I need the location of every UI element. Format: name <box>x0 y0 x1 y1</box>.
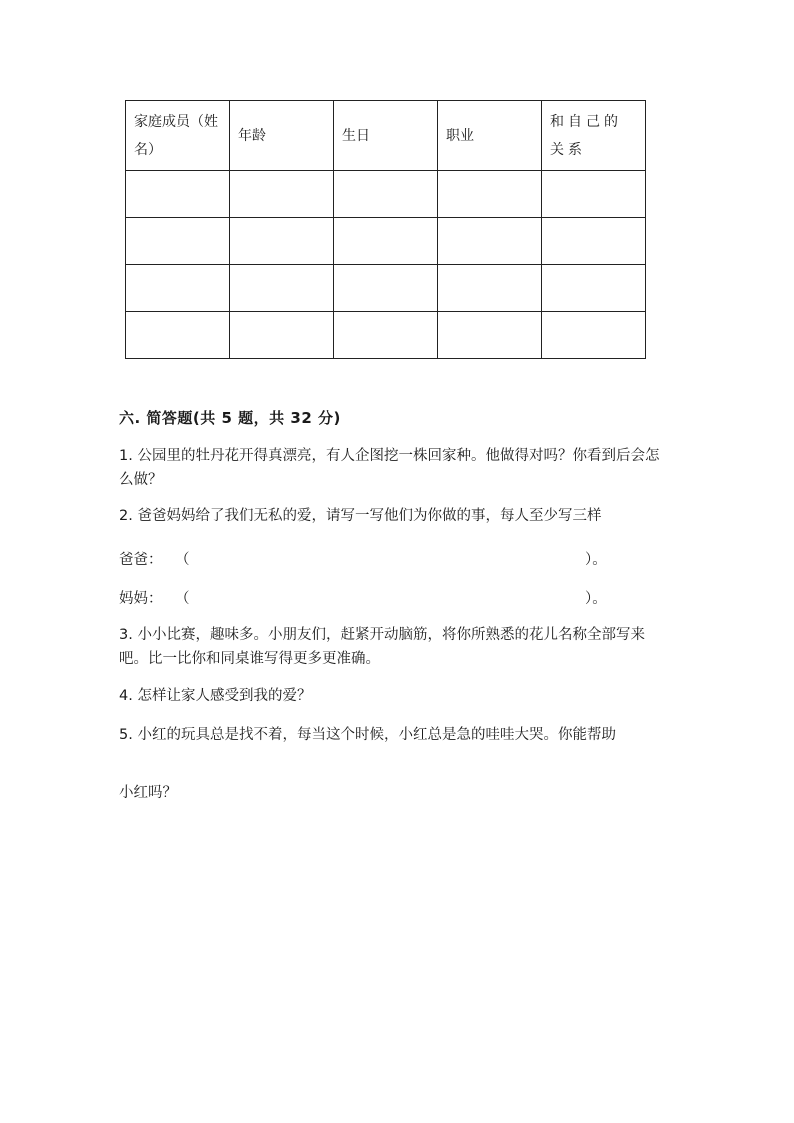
question-4: 4. 怎样让家人感受到我的爱？ <box>119 688 312 704</box>
table-cell[interactable] <box>438 218 542 265</box>
table-row <box>126 218 646 265</box>
dad-close-paren: ）。 <box>585 552 607 568</box>
table-cell[interactable] <box>334 171 438 218</box>
table-cell[interactable] <box>438 265 542 312</box>
table-cell[interactable] <box>438 171 542 218</box>
table-cell[interactable] <box>230 265 334 312</box>
table-cell[interactable] <box>126 312 230 359</box>
header-birthday: 生日 <box>334 101 438 171</box>
mom-label: 妈妈： <box>119 591 163 607</box>
mom-close-paren: ）。 <box>585 591 607 607</box>
table-cell[interactable] <box>126 218 230 265</box>
dad-label: 爸爸： <box>119 552 163 568</box>
header-relationship: 和自己的关系 <box>542 101 646 171</box>
table-row <box>126 171 646 218</box>
table-cell[interactable] <box>334 265 438 312</box>
header-occupation: 职业 <box>438 101 542 171</box>
table-cell[interactable] <box>542 265 646 312</box>
table-row <box>126 312 646 359</box>
table-cell[interactable] <box>230 312 334 359</box>
table-cell[interactable] <box>542 171 646 218</box>
question-2: 2. 爸爸妈妈给了我们无私的爱，请写一写他们为你做的事，每人至少写三样 <box>119 508 602 524</box>
table-cell[interactable] <box>126 265 230 312</box>
table-header-row <box>126 101 646 171</box>
table-cell[interactable] <box>438 312 542 359</box>
header-family-member: 家庭成员（姓名） <box>126 101 230 171</box>
section-title: 六. 简答题(共 5 题，共 32 分) <box>119 409 341 427</box>
family-members-table <box>125 100 646 359</box>
mom-open-paren: （ <box>175 591 190 607</box>
table-row <box>126 265 646 312</box>
question-5-line-1: 5. 小红的玩具总是找不着，每当这个时候，小红总是急的哇哇大哭。你能帮助 <box>119 727 616 743</box>
header-age: 年龄 <box>230 101 334 171</box>
table-cell[interactable] <box>542 218 646 265</box>
table-cell[interactable] <box>230 171 334 218</box>
question-5-line-2: 小红吗？ <box>119 785 177 801</box>
question-1: 1. 公园里的牡丹花开得真漂亮，有人企图挖一株回家种。他做得对吗？你看到后会怎么做？ <box>119 448 660 488</box>
table-cell[interactable] <box>126 171 230 218</box>
table-cell[interactable] <box>542 312 646 359</box>
table-cell[interactable] <box>334 218 438 265</box>
table-cell[interactable] <box>334 312 438 359</box>
table-cell[interactable] <box>230 218 334 265</box>
dad-open-paren: （ <box>175 552 190 568</box>
question-3: 3. 小小比赛，趣味多。小朋友们，赶紧开动脑筋，将你所熟悉的花儿名称全部写来吧。比一比你和同桌谁写得更多更准确。 <box>119 627 645 667</box>
